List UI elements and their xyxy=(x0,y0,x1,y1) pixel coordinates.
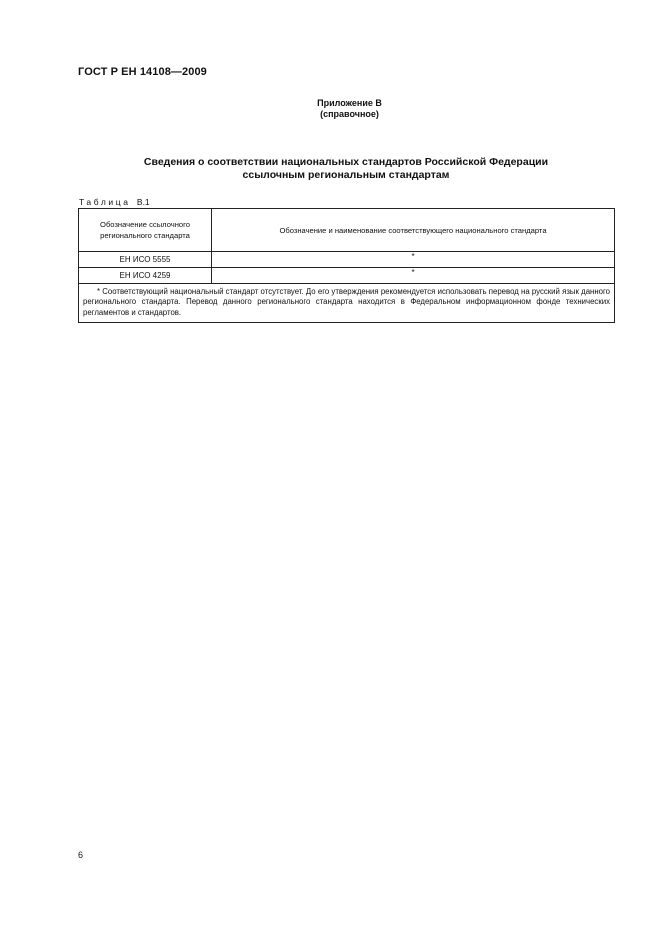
page-number: 6 xyxy=(78,850,84,860)
document-header: ГОСТ Р ЕН 14108—2009 xyxy=(78,66,207,78)
header-regional-standard: Обозначение ссылочного регионального стандарта xyxy=(79,209,212,252)
table-footnote-cell xyxy=(79,284,615,323)
section-title xyxy=(78,156,614,182)
table-row xyxy=(79,252,615,268)
regional-standard-code: ЕН ИСО 4259 xyxy=(79,268,212,284)
annex-title: Приложение В xyxy=(317,98,382,108)
table-caption-word: Таблица xyxy=(79,197,131,207)
table-footnote: * Соответствующий национальный стандарт отсутствует. До его утверждения рекомендуется использовать перевод на русский язык данного регионального стандарта. Перевод данного регионального стандарта находится в Федеральном информационном фонде технических регламентов и стандартов. xyxy=(83,287,610,317)
table-footnote-row xyxy=(79,284,615,323)
annex-type: (справочное) xyxy=(320,109,379,119)
national-standard-value: * xyxy=(212,268,615,284)
table-caption-number: В.1 xyxy=(136,197,150,207)
section-title-line-1: Сведения о соответствии национальных стандартов Российской Федерации xyxy=(143,156,549,168)
national-standard-value: * xyxy=(212,252,615,268)
table-header-row xyxy=(79,209,615,252)
table-caption xyxy=(79,197,150,207)
annex-heading xyxy=(0,98,661,120)
table-row xyxy=(79,268,615,284)
section-title-line-2: ссылочным региональным стандартам xyxy=(242,169,450,181)
reference-table xyxy=(78,208,615,323)
header-national-standard: Обозначение и наименование соответствующего национального стандарта xyxy=(212,209,615,252)
regional-standard-code: ЕН ИСО 5555 xyxy=(79,252,212,268)
